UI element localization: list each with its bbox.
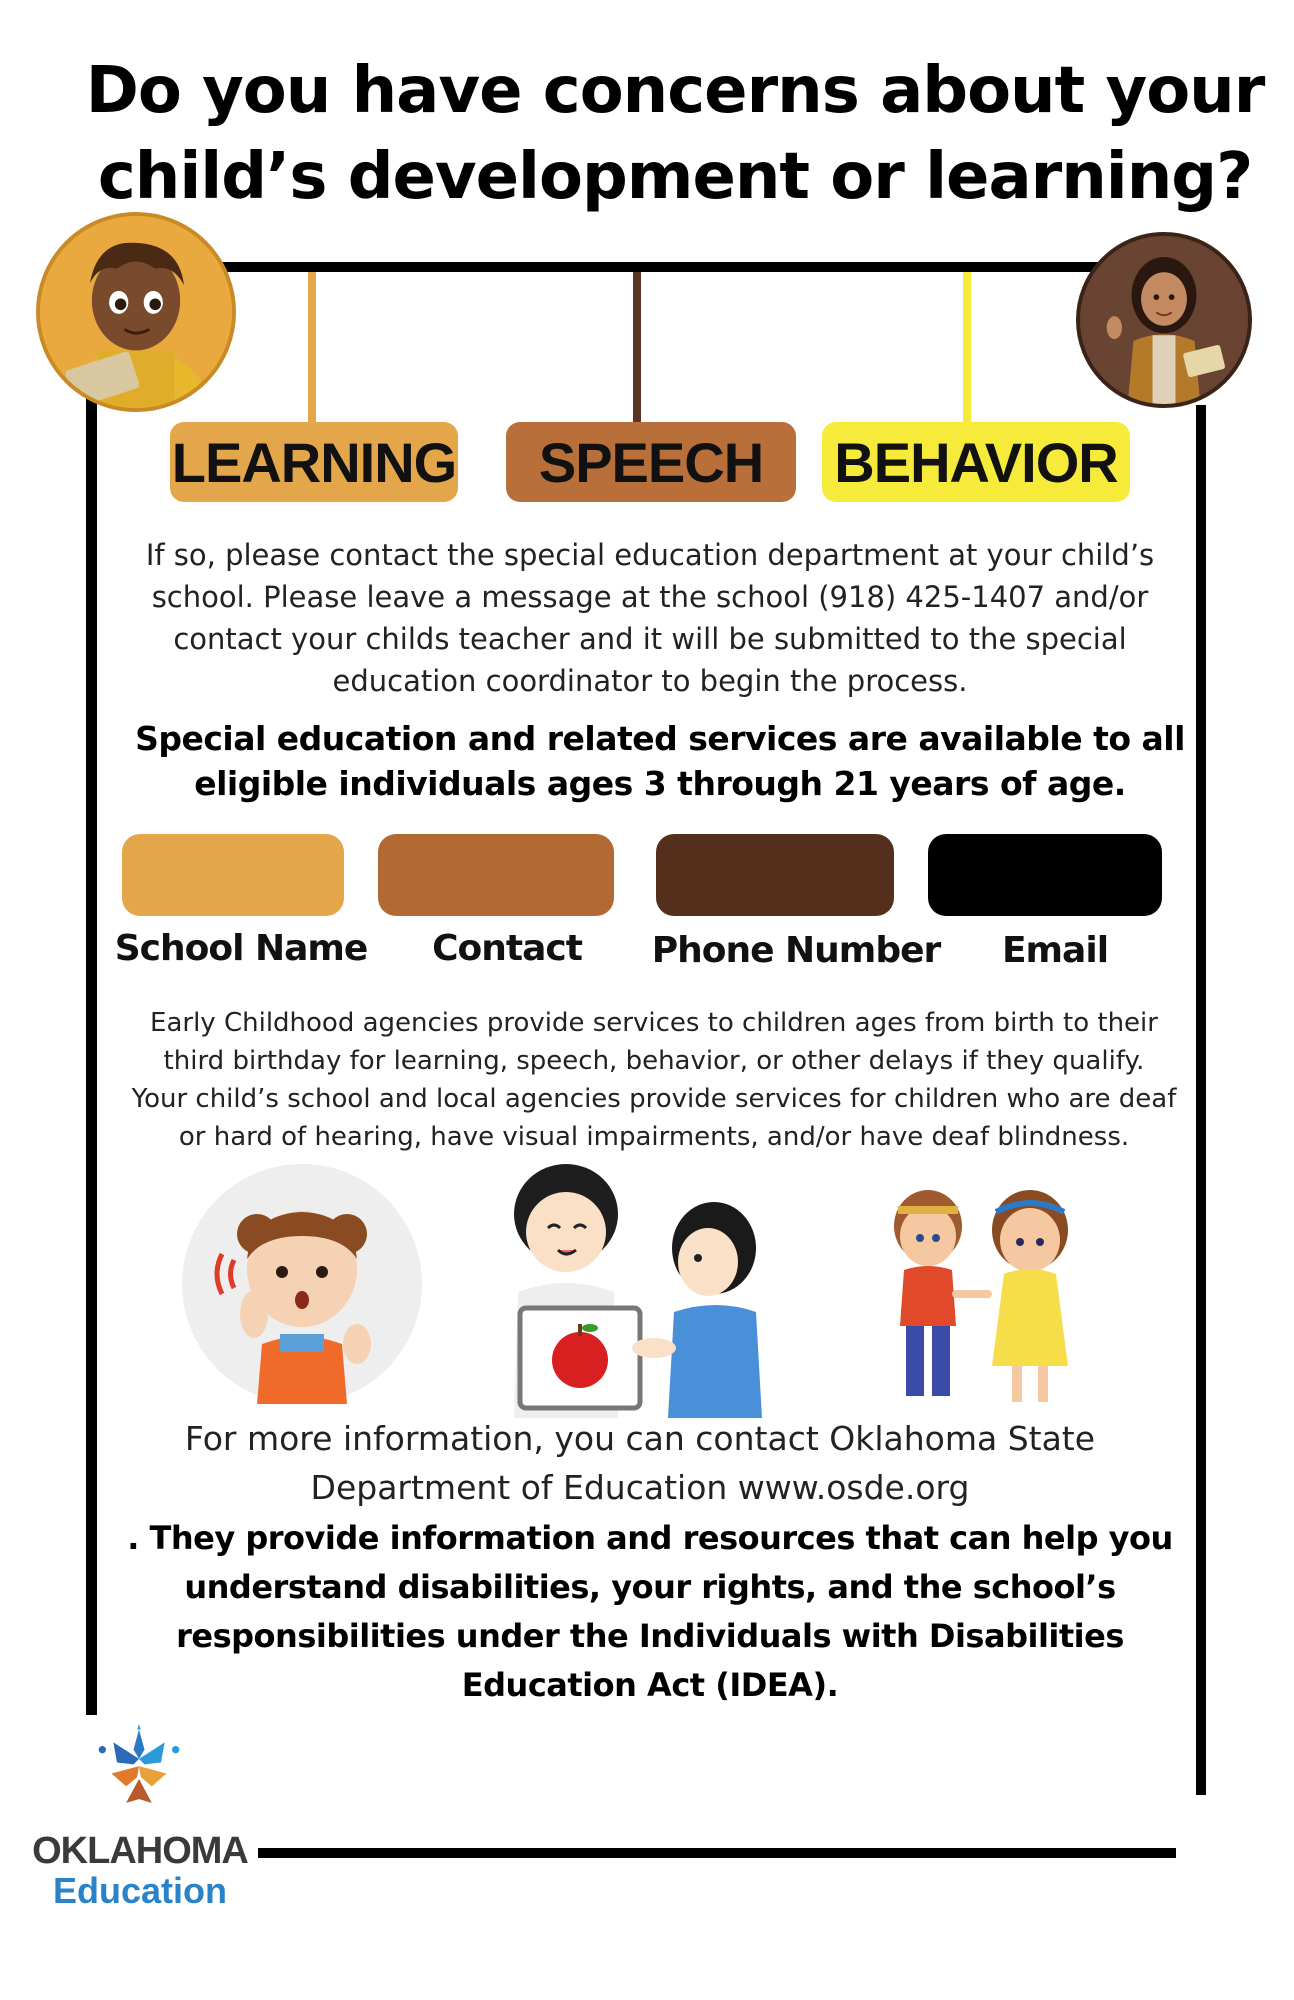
boy-reading-icon: [40, 216, 232, 408]
boy-avatar: [36, 212, 236, 412]
oklahoma-education-logo: [22, 1718, 258, 1911]
more-info-line-2: Department of Education www.osde.org: [310, 1468, 970, 1507]
girl-listening-illustration: [182, 1164, 422, 1404]
title-line-2: child’s development or learning?: [97, 140, 1253, 214]
early-line-2: third birthday for learning, speech, behavior, or other delays if they qualify.: [163, 1046, 1145, 1076]
early-line-4: or hard of hearing, have visual impairments, and/or have deaf blindness.: [178, 1122, 1130, 1152]
logo-education-text: Education: [52, 1870, 227, 1911]
oklahoma-star-icon: [84, 1718, 194, 1818]
resources-line-4: Education Act (IDEA).: [461, 1666, 839, 1704]
school-name-swatch[interactable]: [122, 834, 344, 916]
eligibility-statement: [120, 716, 1200, 806]
resources-paragraph: [110, 1514, 1190, 1710]
resources-line-1: . They provide information and resources that can help you: [127, 1519, 1173, 1557]
phone-number-swatch[interactable]: [656, 834, 894, 916]
behavior-connector: [963, 272, 971, 422]
contact-line-3: contact your childs teacher and it will be submitted to the special: [173, 622, 1127, 656]
flashcard-illustration: [494, 1162, 786, 1418]
early-line-3: Your child’s school and local agencies provide services for children who are deaf: [131, 1084, 1177, 1114]
early-line-1: Early Childhood agencies provide services to children ages from birth to their: [150, 1008, 1158, 1038]
learning-connector: [308, 272, 316, 422]
friends-illustration: [872, 1166, 1092, 1414]
email-swatch[interactable]: [928, 834, 1162, 916]
apple-flashcard-icon: [494, 1162, 786, 1418]
more-info-paragraph: [110, 1414, 1170, 1512]
email-label: Email: [1001, 930, 1109, 971]
contact-line-4: education coordinator to begin the process.: [332, 664, 968, 698]
frame-left-line: [86, 375, 97, 1715]
frame-top-line: [200, 262, 1100, 272]
children-sharing-icon: [872, 1166, 1092, 1414]
frame-bottom-line: [258, 1848, 1176, 1858]
contact-line-1: If so, please contact the special education department at your child’s: [145, 538, 1155, 572]
school-name-label: School Name: [114, 928, 368, 969]
contact-swatch[interactable]: [378, 834, 614, 916]
learning-tag: LEARNING: [170, 422, 458, 502]
contact-paragraph: [110, 534, 1190, 702]
teacher-avatar: [1076, 232, 1252, 408]
behavior-tag: BEHAVIOR: [822, 422, 1130, 502]
resources-line-3: responsibilities under the Individuals with Disabilities: [176, 1617, 1124, 1655]
speech-connector: [633, 272, 641, 422]
teacher-reading-icon: [1080, 236, 1248, 404]
title-line-1: Do you have concerns about your: [85, 54, 1265, 128]
eligibility-line-1: Special education and related services are available to all: [135, 719, 1185, 758]
resources-line-2: understand disabilities, your rights, and the school’s: [184, 1568, 1116, 1606]
contact-line-2: school. Please leave a message at the school (918) 425-1407 and/or: [151, 580, 1149, 614]
page-title: [60, 48, 1290, 220]
contact-label: Contact: [432, 928, 582, 969]
logo-oklahoma-text: OKLAHOMA: [32, 1830, 248, 1872]
phone-number-label: Phone Number: [651, 930, 941, 971]
hearing-girl-icon: [182, 1164, 422, 1404]
more-info-line-1: For more information, you can contact Oklahoma State: [184, 1419, 1096, 1458]
early-childhood-paragraph: [104, 1004, 1204, 1156]
eligibility-line-2: eligible individuals ages 3 through 21 years of age.: [194, 764, 1126, 803]
speech-tag: SPEECH: [506, 422, 796, 502]
